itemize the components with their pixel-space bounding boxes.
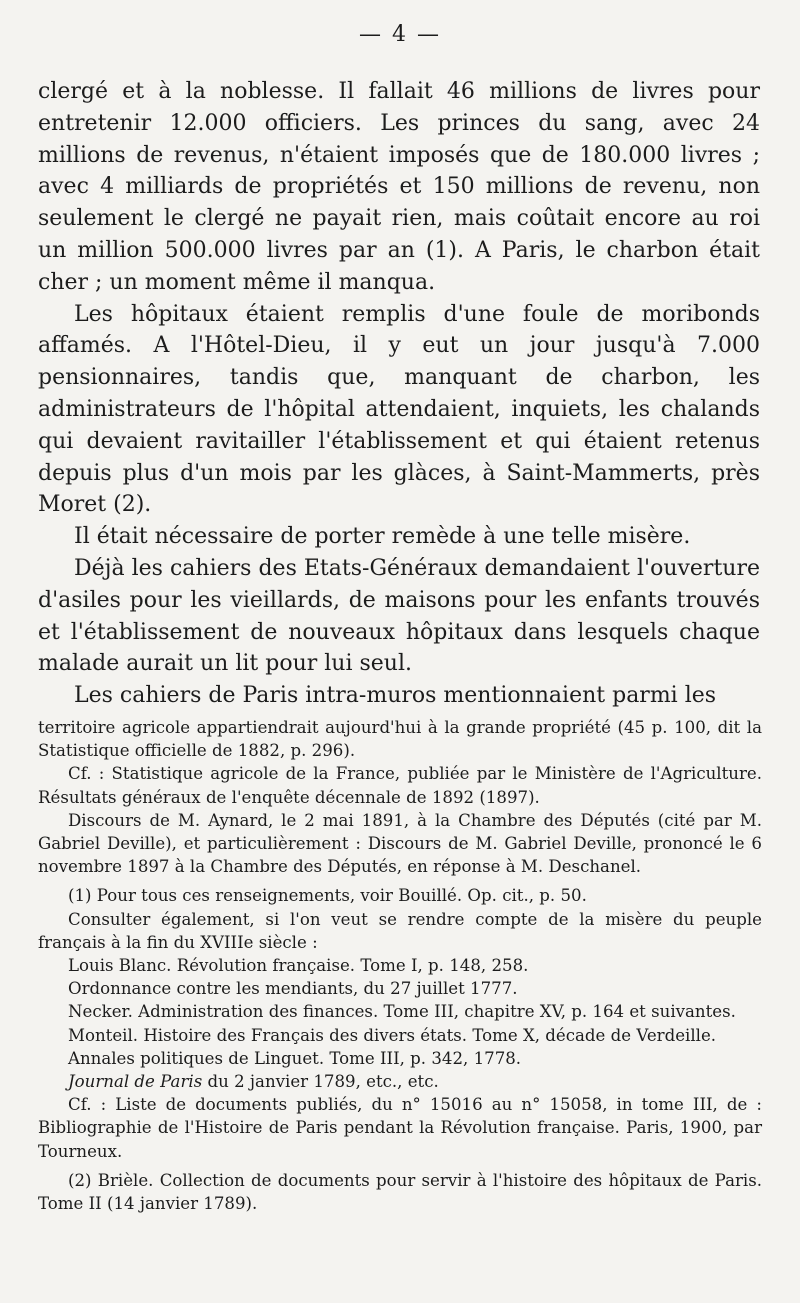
footnote-2: (2) Brièle. Collection de documents pour servir à l'histoire des hôpitaux de Paris. Tome II (14 janvier 1789). xyxy=(38,1170,762,1214)
journal-title: Journal de Paris xyxy=(68,1072,203,1092)
paragraph: Il était nécessaire de porter remède à une telle misère. xyxy=(74,524,691,550)
footnote-1: (1) Pour tous ces renseignements, voir Bouillé. Op. cit., p. 50. xyxy=(68,886,587,906)
paragraph: Déjà les cahiers des Etats-Généraux demandaient l'ouverture d'asiles pour les vieillards, de maisons pour les enfants trouvés et l'établissement de nouveaux hôpitaux dans lesquels chaque malade aurait un lit pour lui seul. xyxy=(38,555,760,677)
footnote-line: Discours de M. Aynard, le 2 mai 1891, à la Chambre des Députés (cité par M. Gabriel Deville), et particulièrement : Discours de M. Gabriel Deville, prononcé le 6 novembre 1897 à la Chambre des Députés, en réponse à M. Deschanel. xyxy=(38,810,762,877)
paragraph: Les cahiers de Paris intra-muros mentionnaient parmi les xyxy=(74,683,717,709)
paragraph: Les hôpitaux étaient remplis d'une foule de moribonds affamés. A l'Hôtel-Dieu, il y eut un jour jusqu'à 7.000 pensionnaires, tandis que, manquant de charbon, les administrateurs de l'hôpital attendaient, inquiets, les chalands qui devaient ravitailler l'établissement et qui étaient retenus depuis plus d'un mois par les glàces, à Saint-Mammerts, près Moret (2). xyxy=(38,301,760,518)
journal-details: du 2 janvier 1789, etc., etc. xyxy=(202,1072,439,1092)
reference-item: Monteil. Histoire des Français des divers états. Tome X, décade de Verdeille. xyxy=(68,1025,717,1045)
footnote-line: Cf. : Statistique agricole de la France, publiée par le Ministère de l'Agriculture. Résultats généraux de l'enquête décennale de 1892 (1897). xyxy=(38,764,762,807)
reference-item: Annales politiques de Linguet. Tome III, p. 342, 1778. xyxy=(68,1048,522,1068)
main-text xyxy=(38,76,760,712)
reference-item: Louis Blanc. Révolution française. Tome I, p. 148, 258. xyxy=(68,956,529,976)
footnote-line: Consulter également, si l'on veut se rendre compte de la misère du peuple français à la fin du XVIIIe siècle : xyxy=(38,909,762,952)
footnote-line: Cf. : Liste de documents publiés, du n° 15016 au n° 15058, in tome III, de : Bibliographie de l'Histoire de Paris pendant la Révolution française. Paris, 1900, par Tourneux. xyxy=(38,1095,762,1161)
paragraph: clergé et à la noblesse. Il fallait 46 millions de livres pour entretenir 12.000 officiers. Les princes du sang, avec 24 millions de revenus, n'étaient imposés que de 180.000 livres ; avec 4 milliards de propriétés et 150 millions de revenu, non seulement le clergé ne payait rien, mais coûtait encore au roi un million 500.000 livres par an (1). A Paris, le charbon était cher ; un moment même il manqua. xyxy=(38,79,760,295)
reference-item xyxy=(38,1070,762,1093)
footnote-continued: territoire agricole appartiendrait aujourd'hui à la grande propriété (45 p. 100, dit la Statistique officielle de 1882, p. 296). xyxy=(38,718,762,761)
reference-item: Necker. Administration des finances. Tome III, chapitre XV, p. 164 et suivantes. xyxy=(68,1002,736,1022)
reference-item: Ordonnance contre les mendiants, du 27 juillet 1777. xyxy=(68,979,518,999)
page-number: — 4 — xyxy=(359,22,441,47)
footnotes xyxy=(38,716,762,1215)
